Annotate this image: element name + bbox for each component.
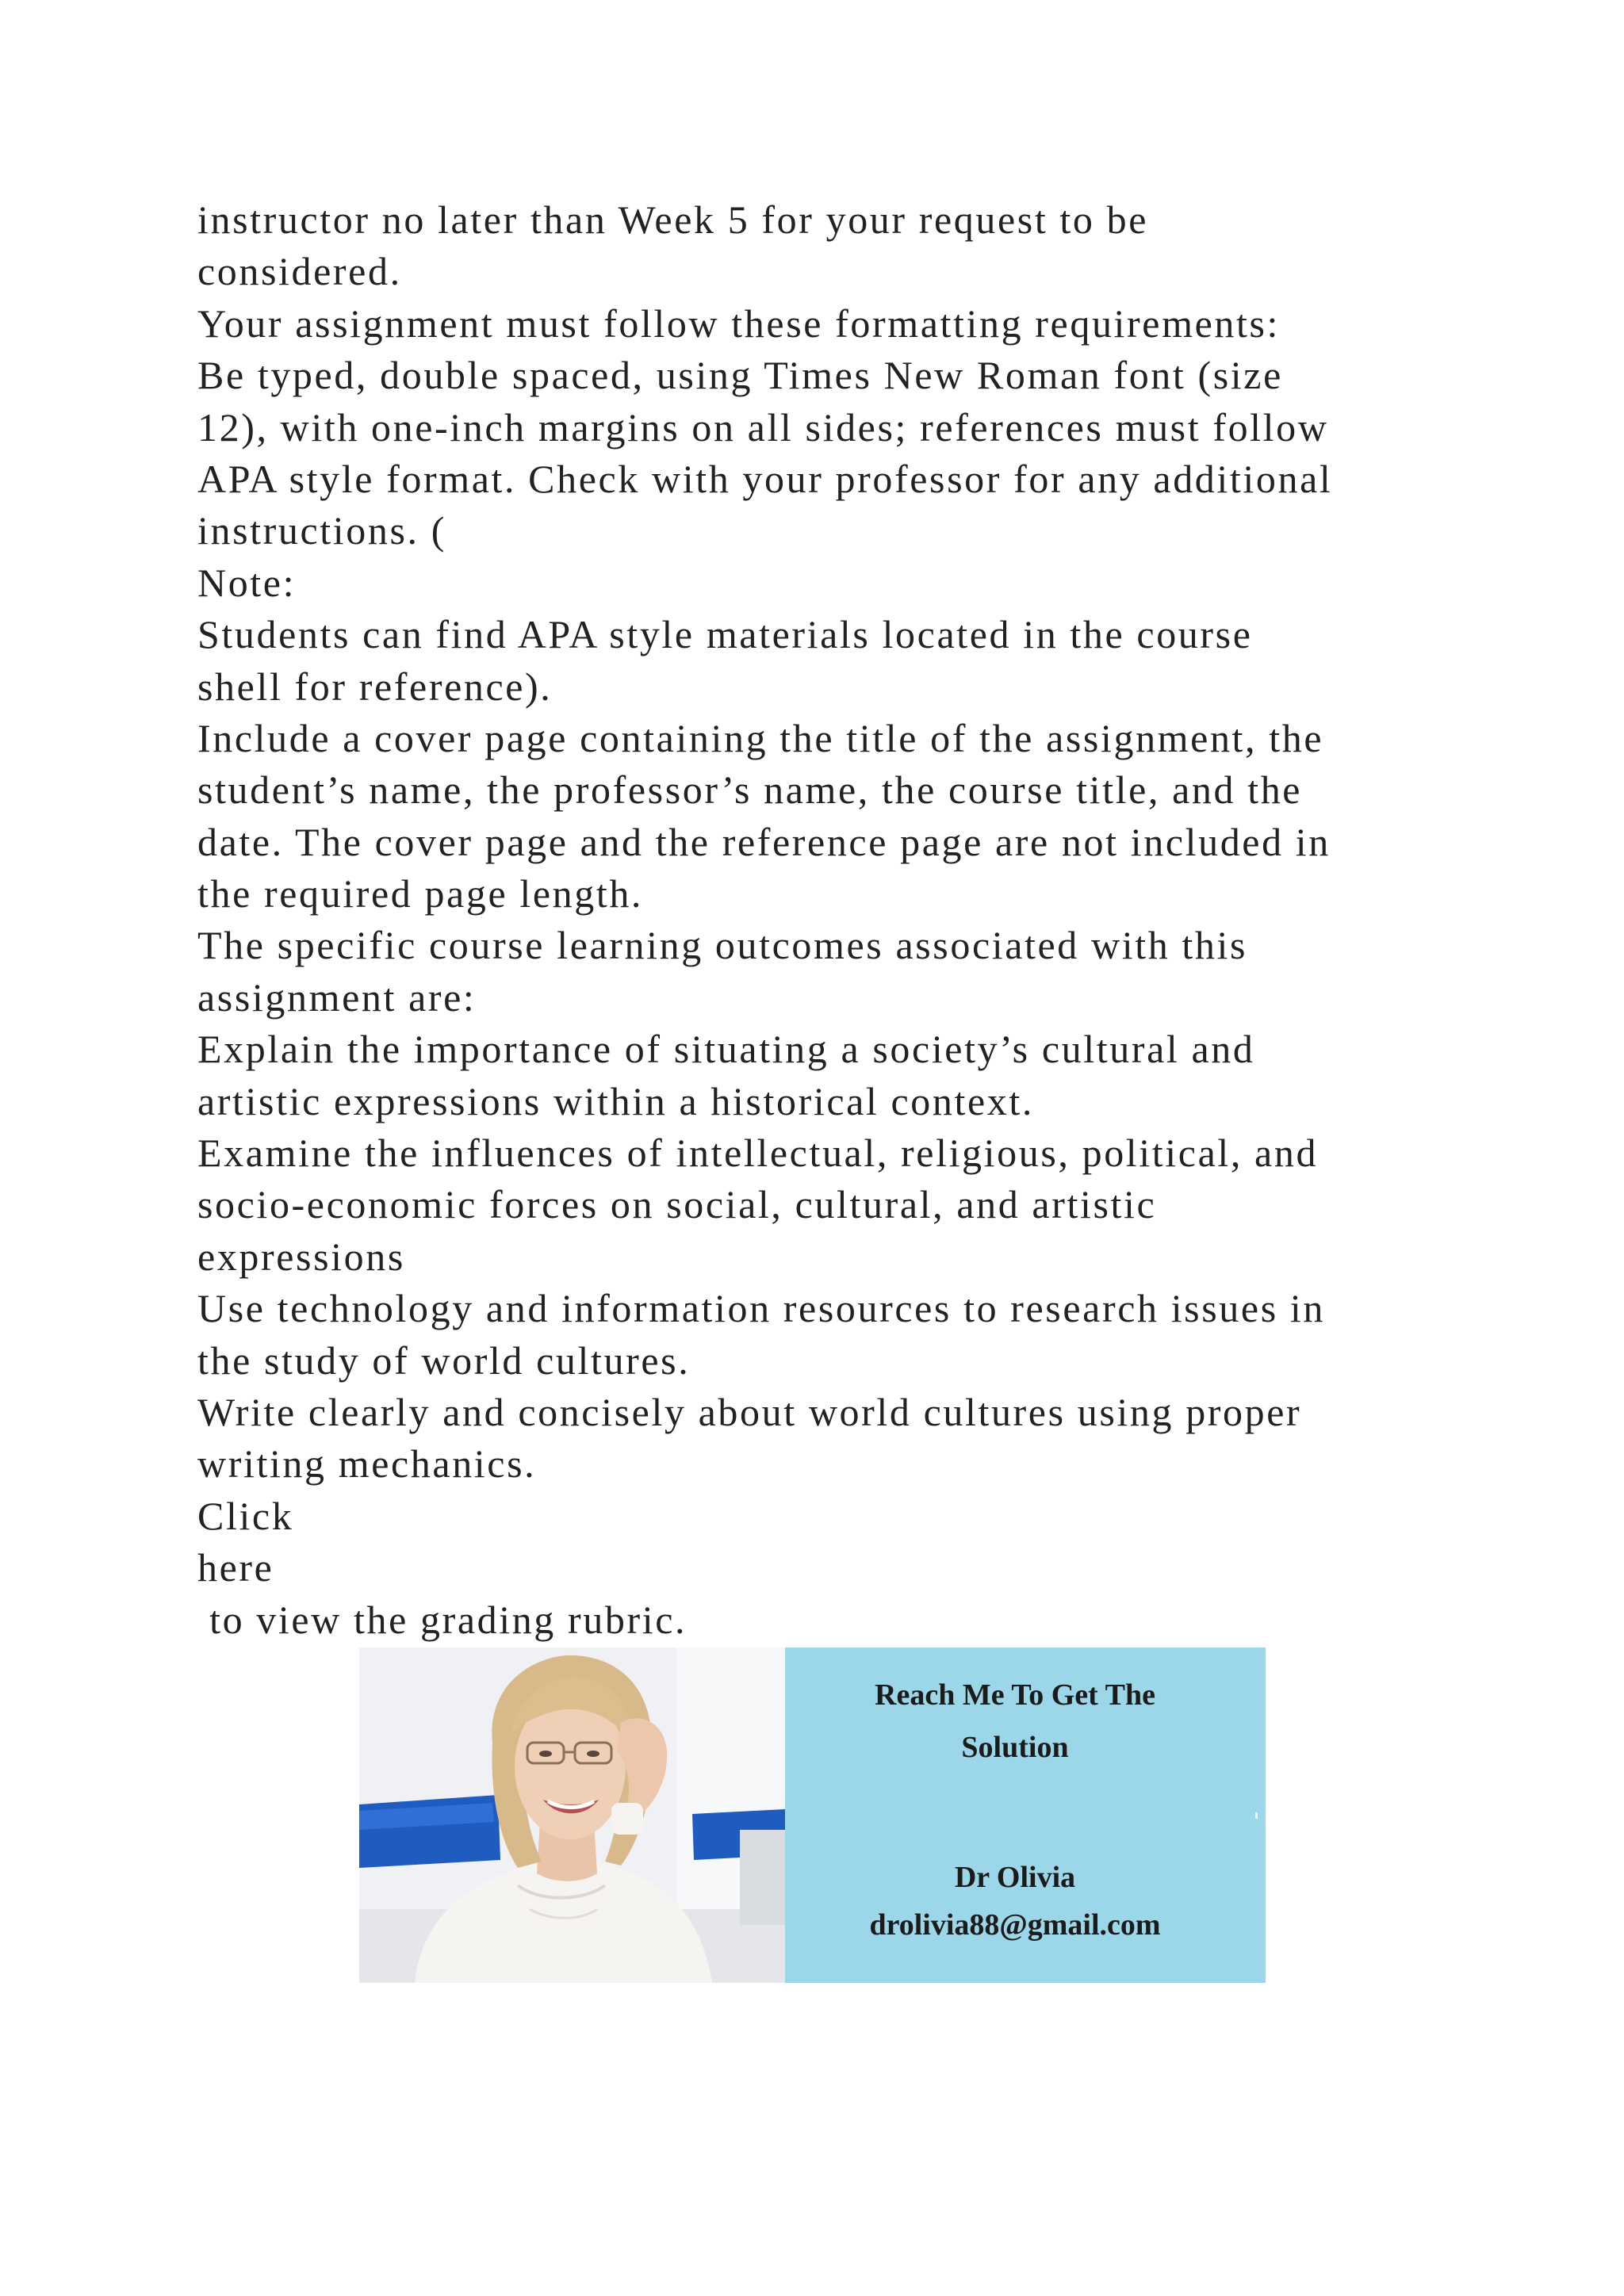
text-line: instructions. ( bbox=[197, 508, 446, 553]
panel-speck bbox=[1255, 1812, 1258, 1819]
text-line: instructor no later than Week 5 for your request to be bbox=[197, 197, 1149, 242]
text-line: Write clearly and concisely about world cultures using proper bbox=[197, 1389, 1302, 1434]
text-line: Be typed, double spaced, using Times New Roman font (size bbox=[197, 353, 1283, 398]
text-line: The specific course learning outcomes associated with this bbox=[197, 923, 1248, 968]
document-body bbox=[197, 194, 1434, 1646]
contact-name: Dr Olivia bbox=[954, 1861, 1076, 1894]
text-line: Explain the importance of situating a society’s cultural and bbox=[197, 1027, 1255, 1072]
text-line: the required page length. bbox=[197, 871, 644, 916]
text-line: Examine the influences of intellectual, religious, political, and bbox=[197, 1131, 1319, 1176]
text-line: expressions bbox=[197, 1234, 405, 1279]
text-line: 12), with one-inch margins on all sides; references must follow bbox=[197, 404, 1329, 450]
contact-email[interactable]: drolivia88@gmail.com bbox=[869, 1908, 1161, 1942]
text-line: the study of world cultures. bbox=[197, 1337, 691, 1383]
ad-headline-line1: Reach Me To Get The bbox=[875, 1678, 1155, 1712]
text-line: artistic expressions within a historical context. bbox=[197, 1078, 1034, 1123]
text-line: APA style format. Check with your professor for any additional bbox=[197, 456, 1333, 501]
text-line: assignment are: bbox=[197, 974, 477, 1020]
text-line: Include a cover page containing the title of the assignment, the bbox=[197, 715, 1324, 760]
here-link-text[interactable]: here bbox=[197, 1545, 274, 1590]
text-line: date. The cover page and the reference page are not included in bbox=[197, 819, 1331, 864]
text-line: to view the grading rubric. bbox=[197, 1597, 688, 1642]
text-line: student’s name, the professor’s name, the course title, and the bbox=[197, 767, 1303, 813]
ad-headline-line2: Solution bbox=[961, 1731, 1069, 1764]
text-line: Students can find APA style materials located in the course bbox=[197, 612, 1253, 657]
contact-panel bbox=[785, 1647, 1266, 1983]
text-line: Use technology and information resources to research issues in bbox=[197, 1286, 1325, 1331]
woman-photo bbox=[359, 1647, 785, 1983]
text-line: shell for reference). bbox=[197, 664, 553, 709]
contact-advert-banner bbox=[359, 1647, 1266, 1983]
text-line: Your assignment must follow these formatting requirements: bbox=[197, 300, 1281, 346]
click-link-text[interactable]: Click bbox=[197, 1493, 294, 1538]
text-line: writing mechanics. bbox=[197, 1441, 537, 1487]
text-line: Note: bbox=[197, 560, 297, 605]
text-line: considered. bbox=[197, 249, 402, 294]
text-line: socio-economic forces on social, cultural, and artistic bbox=[197, 1182, 1157, 1227]
